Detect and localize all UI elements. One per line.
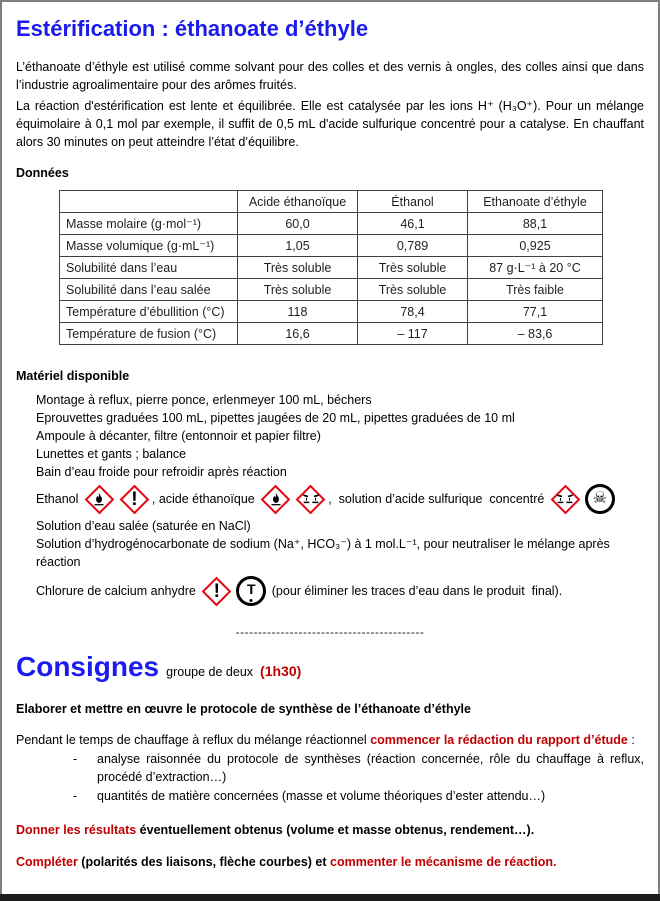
salt-solution-line: Solution d’eau salée (saturée en NaCl): [36, 519, 251, 533]
cell: Très soluble: [238, 279, 358, 301]
table-header-ester: Ethanoate d’éthyle: [468, 191, 603, 213]
cell: 1,05: [238, 235, 358, 257]
bullet-text: analyse raisonnée du protocole de synthèses (réaction concernée, rôle du chauffage à reflux, procédé d’extraction…): [97, 752, 644, 784]
materiel-list: [36, 391, 644, 481]
chem-text: , acide éthanoïque: [151, 492, 259, 506]
table-row: [60, 301, 603, 323]
chem-text: Ethanol: [36, 492, 82, 506]
window-bottom-edge: [0, 894, 660, 901]
cacl2-hazard-line: [36, 571, 644, 611]
materiel-heading: Matériel disponible: [16, 369, 130, 383]
ethanol-hazard-line: [36, 481, 644, 517]
consignes-header: [16, 651, 644, 683]
table-row: [60, 213, 603, 235]
page-title: Estérification : éthanoate d’éthyle: [16, 16, 369, 41]
list-item: Lunettes et gants ; balance: [36, 447, 187, 461]
corrosive-icon: [549, 483, 582, 516]
flammable-icon: [83, 483, 116, 516]
cell: 88,1: [468, 213, 603, 235]
bicarbonate-solution-line: Solution d’hydrogénocarbonate de sodium (Na⁺, HCO₃⁻) à 1 mol.L⁻¹, pour neutraliser le mélange après réaction: [36, 537, 610, 569]
row-label: Solubilité dans l’eau: [60, 257, 238, 279]
cell: 87 g·L⁻¹ à 20 °C: [468, 257, 603, 279]
directive-line: Elaborer et mettre en œuvre le protocole de synthèse de l’éthanoate d’éthyle: [16, 702, 471, 716]
row-label: Solubilité dans l’eau salée: [60, 279, 238, 301]
intro-paragraph-1: L’éthanoate d’éthyle est utilisé comme solvant pour des colles et des vernis à ongles, des colles ainsi que dans l’industrie agroalimentaire pour des arômes fruités.: [16, 60, 644, 92]
list-item: Bain d’eau froide pour refroidir après réaction: [36, 465, 287, 479]
cell: – 83,6: [468, 323, 603, 345]
chem-text: Chlorure de calcium anhydre: [36, 584, 200, 598]
dashed-separator: ------------------------------------------: [235, 625, 425, 639]
bullet-item: [73, 787, 644, 805]
bullet-item: [73, 750, 644, 786]
table-row: [60, 323, 603, 345]
complete-line: Compléter (polarités des liaisons, flèche courbes) et commenter le mécanisme de réaction.: [16, 855, 557, 869]
pendant-paragraph: Pendant le temps de chauffage à reflux du mélange réactionnel commencer la rédaction du rapport d’étude :: [16, 733, 635, 747]
table-header-ethanol: Éthanol: [358, 191, 468, 213]
cell: – 117: [358, 323, 468, 345]
table-header-blank: [60, 191, 238, 213]
cell: Très soluble: [358, 257, 468, 279]
cell: 118: [238, 301, 358, 323]
list-item: Eprouvettes graduées 100 mL, pipettes jaugées de 20 mL, pipettes graduées de 10 ml: [36, 411, 515, 425]
cell: 60,0: [238, 213, 358, 235]
cell: 0,789: [358, 235, 468, 257]
table-row: [60, 235, 603, 257]
flammable-icon: [259, 483, 292, 516]
consignes-duration: (1h30): [260, 663, 302, 679]
cell: 46,1: [358, 213, 468, 235]
row-label: Masse molaire (g·mol⁻¹): [60, 213, 238, 235]
exclamation-icon: !: [200, 575, 233, 608]
corrosive-icon: [294, 483, 327, 516]
results-line: Donner les résultats éventuellement obtenus (volume et masse obtenus, rendement…).: [16, 823, 535, 837]
skull-crossbones-icon: ☠: [585, 484, 615, 514]
list-item: Montage à reflux, pierre ponce, erlenmeyer 100 mL, béchers: [36, 393, 372, 407]
bullet-dash: -: [73, 789, 78, 803]
consignes-title: Consignes: [16, 651, 160, 682]
chem-text: (pour éliminer les traces d’eau dans le produit final).: [268, 584, 563, 598]
cell: 77,1: [468, 301, 603, 323]
exclamation-icon: !: [118, 483, 151, 516]
properties-table: [59, 190, 603, 345]
intro-paragraph-2: La réaction d'estérification est lente et équilibrée. Elle est catalysée par les ions H⁺ (H₃O⁺). Pour un mélange équimolaire à 0,1 mol par exemple, il suffit de 0,5 mL d'acide sulfurique concentré pour a catalyse. En chauffant alors 30 minutes on peut atteindre l’état d’équilibre.: [16, 99, 644, 149]
cell: Très soluble: [358, 279, 468, 301]
table-header-row: [60, 191, 603, 213]
cell: 0,925: [468, 235, 603, 257]
row-label: Température de fusion (°C): [60, 323, 238, 345]
donnees-heading: Données: [16, 166, 69, 180]
list-item: Ampoule à décanter, filtre (entonnoir et papier filtre): [36, 429, 321, 443]
chem-text: , solution d’acide sulfurique concentré: [328, 492, 548, 506]
table-row: [60, 279, 603, 301]
bullet-text: quantités de matière concernées (masse et volume théoriques d’ester attendu…): [97, 789, 546, 803]
cell: Très soluble: [238, 257, 358, 279]
bullet-dash: -: [73, 752, 78, 766]
cell: Très faible: [468, 279, 603, 301]
cell: 78,4: [358, 301, 468, 323]
row-label: Température d’ébullition (°C): [60, 301, 238, 323]
table-header-acide: Acide éthanoïque: [238, 191, 358, 213]
row-label: Masse volumique (g·mL⁻¹): [60, 235, 238, 257]
consignes-subtitle: groupe de deux: [166, 665, 254, 679]
cell: 16,6: [238, 323, 358, 345]
drying-agent-icon: T: [236, 576, 266, 606]
table-row: [60, 257, 603, 279]
